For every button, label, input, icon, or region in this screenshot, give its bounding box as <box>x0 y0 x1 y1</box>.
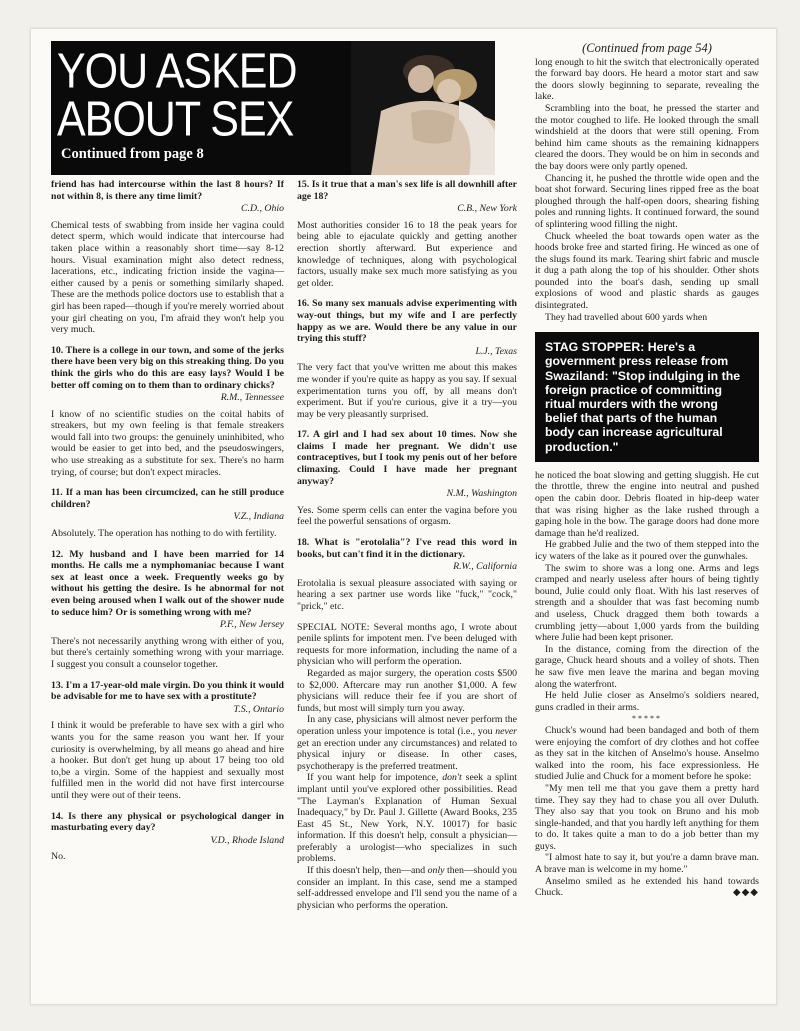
section-break-stars: ***** <box>632 714 662 724</box>
magazine-page <box>30 28 777 1005</box>
continued-subtitle: Continued from page 8 <box>61 146 204 162</box>
column-middle <box>297 179 517 911</box>
answer-text: I think it would be preferable to have sex with a girl who wants you for the same reason you want her. If your curiosity is overwhelming, by all means go ahead and hire a hooker. But don't get hung up about 17 being too old to,be a virgin. Some of the happiest and sexually most fulfilled men in the world did not have first intercourse until they were out of their teens. <box>51 720 284 801</box>
question-signature: C.B., New York <box>457 203 517 215</box>
special-note-paragraph: In any case, physicians will almost never perform the operation unless your impotence is total (i.e., you never get an erection under any circumstances) and related to physical injury or disease. In other cases, psychotherapy is the preferred treatment. <box>297 714 517 772</box>
column-left <box>51 179 284 872</box>
question-signature: R.W., California <box>453 561 517 573</box>
special-note-paragraph: If you want help for impotence, don't seek a splint implant until you've explored other possibilities. Read "The Layman's Explanation of Human Sexual Inadequacy," by Dr. Paul J. Gillette (Award Books, 235 East 45 St., New York, N.Y. 10017) for basic information. If this doesn't help, consult a physician—preferably a urologist—who specializes in such problems. <box>297 772 517 865</box>
question-text: 11. If a man has been circumcized, can he still produce children? <box>51 487 284 510</box>
end-of-story-mark: ◆◆◆ <box>732 887 759 899</box>
question-text: 10. There is a college in our town, and some of the jerks there have been very big on this streaking thing. Do you think the girls who do this are easy lays? Would I be better off coming on to them than to ordinary chicks? <box>51 344 284 391</box>
question-signature: T.S., Ontario <box>233 703 284 715</box>
story-paragraph: The swim to shore was a long one. Arms and legs cramped and nearly useless after hours of being tightly bound, Julie could only float. With his last reserves of strength and a shoulder that was fast becoming numb and useless, Chuck dragged them both towards a crumbling jetty—about 1,000 yards from the building where Julie had been kept prisoner. <box>535 562 759 644</box>
special-note-paragraph: Regarded as major surgery, the operation costs $500 to $2,000. Aftercare may run another $1,000. A few physicians will reduce their fee if you are short of funds, but most will simply turn you away. <box>297 667 517 714</box>
special-note-paragraph: SPECIAL NOTE: Several months ago, I wrote about penile splints for impotent men. I've been deluged with requests for more information, including the name of a physician who will perform the operation. <box>297 621 517 668</box>
story-paragraph: He grabbed Julie and the two of them stepped into the icy waters of the lake as it poured over the gunwhales. <box>535 539 759 563</box>
question-text: 12. My husband and I have been married for 14 months. He calls me a nymphomaniac because I want sex at least once a week. Frequently weeks go by without his getting the desire. Is he abnormal for not even being aroused when I walk out of the shower nude to seduce him? Or is something wrong with me? <box>51 548 284 618</box>
story-paragraph: He held Julie closer as Anselmo's soldiers neared, guns cradled in their arms. <box>535 690 759 713</box>
answer-text: Yes. Some sperm cells can enter the vagina before you feel the powerful sensations of orgasm. <box>297 504 517 528</box>
question-text: friend has had intercourse within the last 8 hours? If not within 8, is there any time limit? <box>51 179 284 202</box>
question-text: 17. A girl and I had sex about 10 times. Now she claims I made her pregnant. We didn't use contraceptives, but I took my penis out of her before climaxing. Could I have made her pregnant anyway? <box>297 429 517 487</box>
question-signature: P.F., New Jersey <box>219 619 284 631</box>
answer-text: Absolutely. The operation has nothing to do with fertility. <box>51 528 277 540</box>
question-signature: V.Z., Indiana <box>233 511 284 523</box>
story-paragraph: he noticed the boat slowing and getting sluggish. He cut the throttle, threw the engine into neutral and pushed open the cabin door. Debris floated in hip-deep water that was rising higher as the lake rushed through a gaping hole in the bow. The garage doors had done more damage than he'd realized. <box>535 469 759 539</box>
story-paragraph: "I almost hate to say it, but you're a damn brave man. A brave man is welcome in my home." <box>535 852 759 876</box>
answer-text: The very fact that you've written me about this makes me wonder if you're quite as happy as you say. If sexual experimentation turns you off, by all means don't experiment. But if you're curious, give it a try—you may be very pleasantly surprised. <box>297 362 517 420</box>
question-text: 14. Is there any physical or psychological danger in masturbating every day? <box>51 810 284 834</box>
question-signature: N.M., Washington <box>446 488 517 500</box>
story-paragraph: Scrambling into the boat, he pressed the starter and the motor coughed to life. He looked through the small windshield at the doors that were still opening. From behind him came shouts as the remaining kidnappers cleared the doors. They would be on him in seconds and the bay doors were only partly opened. <box>535 102 759 172</box>
answer-text: Most authorities consider 16 to 18 the peak years for being able to ejaculate quickly and getting another erection shortly afterward. But experience and knowledge of techniques, along with psychological factors, usually make sex much more satisfying as you get older. <box>297 219 517 289</box>
question-text: 16. So many sex manuals advise experimenting with way-out things, but my wife and I are perfectly happy as we are. Would there be any value in our trying this stuff? <box>297 298 517 345</box>
continued-from-heading: (Continued from page 54) <box>582 41 712 55</box>
answer-text: Erotolalia is sexual pleasure associated with saying or hearing a sex partner use words like "fuck," "cock," "prick," etc. <box>297 577 517 612</box>
question-text: 15. Is it true that a man's sex life is all downhill after age 18? <box>297 179 517 202</box>
answer-text: There's not necessarily anything wrong with either of you, but there's certainly something wrong with your marriage. I suggest you consult a counselor together. <box>51 635 284 670</box>
story-paragraph: They had travelled about 600 yards when <box>545 311 708 323</box>
header-banner <box>51 41 495 175</box>
question-signature: C.D., Ohio <box>240 203 284 215</box>
question-text: 13. I'm a 17-year-old male virgin. Do you think it would be advisable for me to have sex with a prostitute? <box>51 679 284 703</box>
question-signature: V.D., Rhode Island <box>210 834 284 846</box>
story-paragraph: Chuck's wound had been bandaged and both of them were enjoying the comfort of dry clothes and hot coffee as they sat in the kitchen of Anselmo's house. Anselmo walked into the room, his face expressionless. He studied Julie and Chuck for a moment before he spoke: <box>535 724 759 783</box>
story-paragraph: long enough to hit the switch that electronically operated the forward bay doors. He heard a motor start and saw the doors slowly beginning to separate, revealing the lake. <box>535 56 759 103</box>
couple-photo <box>351 41 495 175</box>
story-paragraph: Chancing it, he pushed the throttle wide open and the boat shot forward. Securing lines ripped free as the boat ploughed through the half-open doors, shearing fishing poles and running lights. It continued forward, the sound of splintering wood filling the night. <box>535 172 759 230</box>
question-signature: L.J., Texas <box>475 345 517 357</box>
story-paragraph: In the distance, coming from the direction of the garage, Chuck heard shouts and a volley of shots. Then he saw five men leave the marina and began moving along the waterfront. <box>535 643 759 690</box>
title-line-1: YOU ASKED <box>57 43 297 99</box>
column-right <box>535 43 759 899</box>
story-paragraph: Anselmo smiled as he extended his hand towards Chuck. ◆◆◆ <box>535 875 759 899</box>
page-title <box>57 43 347 148</box>
answer-text: I know of no scientific studies on the coital habits of streakers, but my own feeling is that female streakers would fall into two groups: the genuinely uninhibited, who would be easier to get into bed, and the pseudoswingers, who use streaking as a substitute for sex. There's no harm trying, of course; but don't expect miracles. <box>51 408 284 478</box>
question-text: 18. What is "erotolalia"? I've read this word in books, but can't find it in the dictionary. <box>297 537 517 560</box>
special-note-paragraph: If this doesn't help, then—and only then—should you consider an implant. In this case, send me a stamped self-addressed envelope and I'll send you the name of a physician who performs the operation. <box>297 865 517 911</box>
answer-text: Chemical tests of swabbing from inside her vagina could detect sperm, which would indicate that intercourse had taken place within a reasonably short time—say 8-12 hours. Visual examination might also detect redness, lacerations, etc., indicating friction inside the vagina—either caused by a penis or something similarly shaped. These are the methods police doctors use to establish that a girl has been raped—though if you're merely worried about your girl cheating on you, I'm afraid they won't help you very much. <box>51 219 285 336</box>
stag-stopper-box: STAG STOPPER: Here's a government press release from Swaziland: "Stop indulging in the foreign practice of committing ritual murders with the wrong belief that parts of the human body can increase agricultural production." <box>535 332 759 462</box>
story-paragraph: "My men tell me that you gave them a pretty hard time. They say they had to chase you all over Duluth. They also say that you took on Bruno and his mob single-handed, and that you hardly left anything for them to do. It takes quite a man to do a job better than my guys. <box>535 782 759 852</box>
answer-text: No. <box>51 851 66 863</box>
question-signature: R.M., Tennessee <box>220 392 284 404</box>
title-line-2: ABOUT SEX <box>57 91 294 148</box>
story-paragraph: Chuck wheeled the boat towards open water as the hoods broke free and started firing. He winced as one of the slugs found its mark. Tearing shirt fabric and muscle it dug a path along the top of his shoulder. Other shots pounded into the boat's dash, sending up small explosions of wood and plastic shards as gauges disintegrated. <box>535 230 759 312</box>
